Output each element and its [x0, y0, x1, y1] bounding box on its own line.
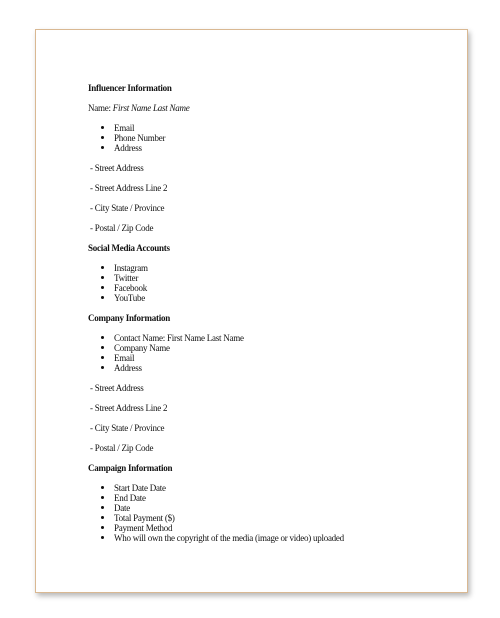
influencer-contact-list [88, 123, 458, 153]
list-item-youtube: YouTube [114, 293, 458, 303]
campaign-list [88, 483, 458, 543]
list-item-email: Email [114, 123, 458, 133]
name-label: Name: [88, 103, 113, 113]
company-city-state: - City State / Province [90, 423, 165, 433]
company-postal-code: - Postal / Zip Code [90, 443, 154, 453]
influencer-postal-code: - Postal / Zip Code [90, 223, 154, 233]
list-item-start-date: Start Date Date [114, 483, 458, 493]
list-item-date: Date [114, 503, 458, 513]
social-list [88, 263, 458, 303]
company-street-address: - Street Address [90, 383, 144, 393]
document-content [88, 83, 458, 553]
list-item-company-address: Address [114, 363, 458, 373]
list-item-twitter: Twitter [114, 273, 458, 283]
list-item-instagram: Instagram [114, 263, 458, 273]
list-item-company-name: Company Name [114, 343, 458, 353]
list-item-address: Address [114, 143, 458, 153]
influencer-heading: Influencer Information [88, 83, 172, 93]
list-item-total-payment: Total Payment ($) [114, 513, 458, 523]
document-page [35, 29, 468, 593]
list-item-copyright-owner: Who will own the copyright of the media (image or video) uploaded [114, 533, 458, 543]
list-item-company-email: Email [114, 353, 458, 363]
name-value: First Name Last Name [112, 103, 190, 113]
name-line [88, 103, 458, 113]
influencer-city-state: - City State / Province [90, 203, 165, 213]
influencer-street-address-line-2: - Street Address Line 2 [90, 183, 168, 193]
influencer-street-address: - Street Address [90, 163, 144, 173]
company-heading: Company Information [88, 313, 171, 323]
list-item-phone-number: Phone Number [114, 133, 458, 143]
list-item-contact-name: Contact Name: First Name Last Name [114, 333, 458, 343]
list-item-payment-method: Payment Method [114, 523, 458, 533]
list-item-end-date: End Date [114, 493, 458, 503]
list-item-facebook: Facebook [114, 283, 458, 293]
company-street-address-line-2: - Street Address Line 2 [90, 403, 168, 413]
social-heading: Social Media Accounts [88, 243, 170, 253]
company-list [88, 333, 458, 373]
campaign-heading: Campaign Information [88, 463, 173, 473]
